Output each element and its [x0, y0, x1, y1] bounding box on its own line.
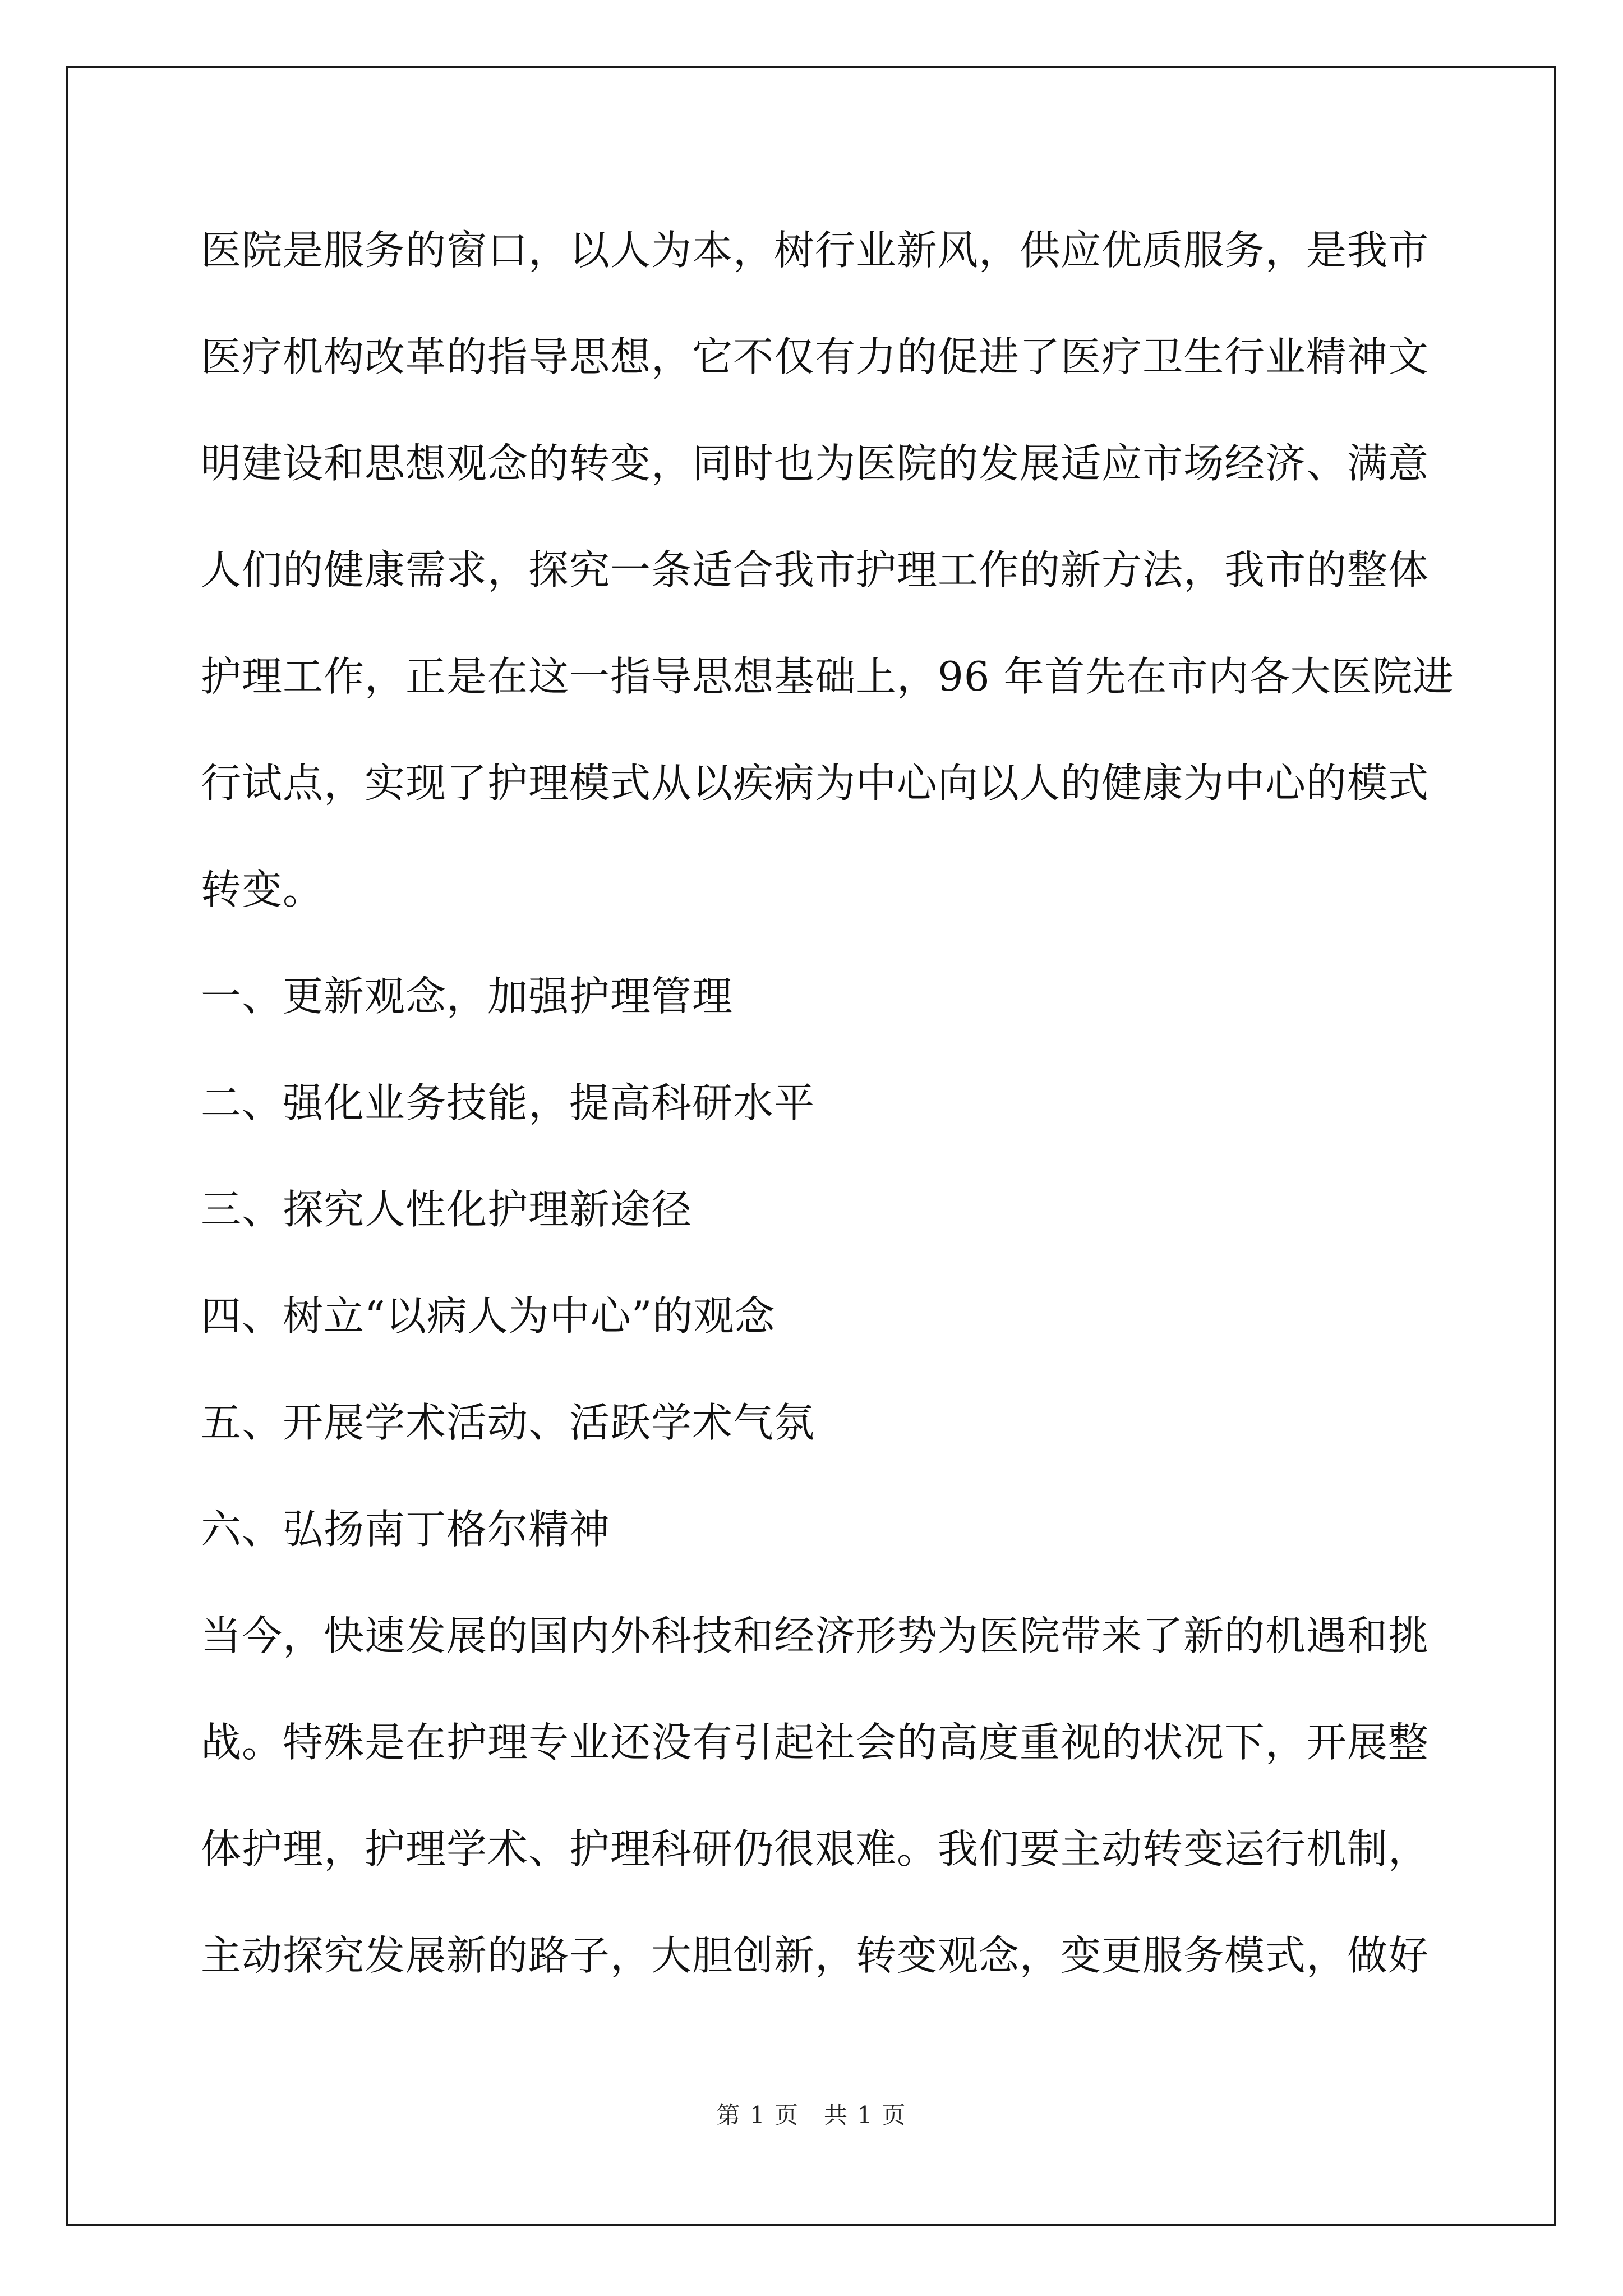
- section-heading: 六、弘扬南丁格尔精神: [201, 1506, 611, 1553]
- document-body: [201, 222, 1454, 2034]
- intro-line: 人们的健康需求，探究一条适合我市护理工作的新方法，我市的整体: [201, 546, 1430, 593]
- page-number: 第 1 页 共 1 页: [716, 2101, 907, 2129]
- intro-line: 转变。: [201, 866, 324, 913]
- section-heading: 四、树立“以病人为中心”的观念: [201, 1292, 776, 1340]
- closing-line: 战。特殊是在护理专业还没有引起社会的高度重视的状况下，开展整: [201, 1719, 1430, 1766]
- closing-line: 当今，快速发展的国内外科技和经济形势为医院带来了新的机遇和挑: [201, 1612, 1430, 1659]
- section-heading: 一、更新观念，加强护理管理: [201, 973, 734, 1020]
- section-heading: 二、强化业务技能，提高科研水平: [201, 1079, 815, 1126]
- closing-line: 体护理，护理学术、护理科研仍很艰难。我们要主动转变运行机制，: [201, 1825, 1430, 1872]
- intro-line: 医院是服务的窗口，以人为本，树行业新风，供应优质服务，是我市: [201, 227, 1430, 274]
- intro-line: 行试点，实现了护理模式从以疾病为中心向以人的健康为中心的模式: [201, 760, 1430, 807]
- section-heading: 五、开展学术活动、活跃学术气氛: [201, 1399, 815, 1446]
- intro-line: 明建设和思想观念的转变，同时也为医院的发展适应市场经济、满意: [201, 440, 1430, 487]
- closing-line: 主动探究发展新的路子，大胆创新，转变观念，变更服务模式，做好: [201, 1932, 1430, 1979]
- section-heading: 三、探究人性化护理新途径: [201, 1186, 693, 1233]
- intro-line: 护理工作，正是在这一指导思想基础上，96 年首先在市内各大医院进: [201, 653, 1454, 700]
- intro-line: 医疗机构改革的指导思想，它不仅有力的促进了医疗卫生行业精神文: [201, 333, 1430, 380]
